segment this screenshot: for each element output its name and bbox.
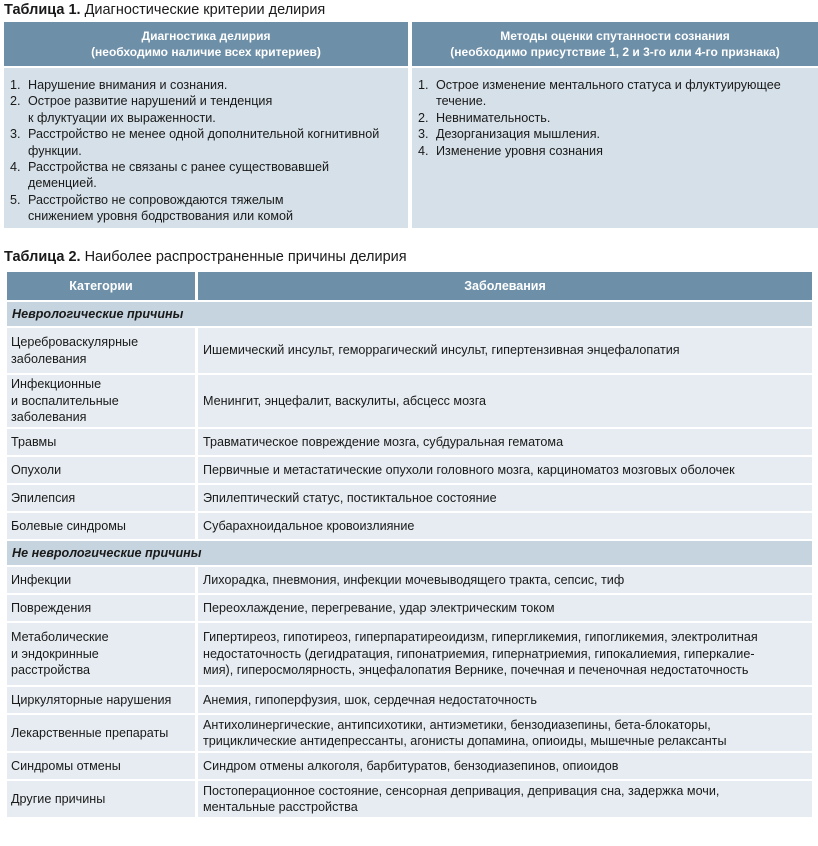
table-header-row bbox=[7, 272, 812, 300]
table1-caption bbox=[4, 1, 325, 19]
list-item-number: 5. bbox=[10, 192, 21, 207]
column-subtitle: (необходимо присутствие 1, 2 и 3-го или 4-го признака) bbox=[450, 45, 780, 59]
delirium-diagnosis-column bbox=[4, 22, 408, 228]
disease-column-header: Заболевания bbox=[198, 272, 812, 300]
disease-cell bbox=[198, 328, 812, 373]
category-text: Болевые синдромы bbox=[11, 518, 126, 533]
category-cell bbox=[7, 753, 195, 779]
table1-caption-text: Диагностические критерии делирия bbox=[84, 2, 326, 18]
list-item-number: 4. bbox=[418, 143, 429, 158]
table-row bbox=[7, 373, 812, 427]
confusion-assessment-column bbox=[412, 22, 818, 228]
category-text: Синдромы отмены bbox=[11, 758, 121, 773]
category-text: Эпилепсия bbox=[11, 490, 76, 505]
category-text: Цереброваскулярные заболевания bbox=[11, 335, 139, 366]
disease-cell bbox=[198, 513, 812, 539]
list-item bbox=[418, 110, 814, 126]
disease-text: Травматическое повреждение мозга, субдуральная гематома bbox=[203, 434, 564, 449]
disease-cell bbox=[198, 753, 812, 779]
disease-text: Субарахноидальное кровоизлияние bbox=[203, 518, 415, 533]
table-row bbox=[7, 483, 812, 511]
disease-cell bbox=[198, 781, 812, 817]
list-item-number: 4. bbox=[10, 160, 21, 175]
disease-text: Менингит, энцефалит, васкулиты, абсцесс мозга bbox=[203, 393, 487, 408]
category-cell bbox=[7, 595, 195, 621]
category-text: Травмы bbox=[11, 434, 57, 449]
category-text: Инфекции bbox=[11, 572, 72, 587]
list-item bbox=[418, 143, 814, 159]
disease-cell bbox=[198, 567, 812, 593]
category-cell bbox=[7, 375, 195, 427]
disease-text: Лихорадка, пневмония, инфекции мочевыводящего тракта, сепсис, тиф bbox=[203, 572, 625, 587]
disease-text: Гипертиреоз, гипотиреоз, гиперпаратиреоидизм, гипергликемия, гипогликемия, электролитная недостаточность (дегидратация, гипонатриемия, гипернатриемия, гипокалиемия, гиперкалие- мия), гиперосмолярность, энцефалопатия Вернике, почечная и печеночная недостаточность bbox=[203, 630, 758, 678]
list-item bbox=[10, 126, 404, 159]
category-text: Циркуляторные нарушения bbox=[11, 692, 172, 707]
category-text: Повреждения bbox=[11, 600, 92, 615]
category-cell bbox=[7, 715, 195, 751]
table-row bbox=[7, 565, 812, 593]
table2-caption-label: Таблица 2. bbox=[4, 249, 81, 265]
table-row bbox=[7, 713, 812, 751]
table-row bbox=[7, 427, 812, 455]
diagnostic-criteria-table bbox=[4, 22, 818, 228]
list-item-text: Дезорганизация мышления. bbox=[436, 127, 601, 142]
disease-text: Первичные и метастатические опухоли головного мозга, карциноматоз мозговых оболочек bbox=[203, 462, 735, 477]
confusion-assessment-body bbox=[412, 68, 818, 228]
column-subtitle: (необходимо наличие всех критериев) bbox=[91, 45, 321, 59]
list-item bbox=[10, 192, 404, 225]
list-item-text: Невнимательность. bbox=[436, 110, 551, 125]
list-item-number: 2. bbox=[10, 94, 21, 109]
table-row bbox=[7, 685, 812, 713]
confusion-assessment-header bbox=[412, 22, 818, 66]
list-item-text: Расстройства не связаны с ранее существовавшей деменцией. bbox=[28, 160, 330, 191]
column-title: Методы оценки спутанности сознания bbox=[500, 29, 730, 43]
category-cell bbox=[7, 687, 195, 713]
category-column-header: Категории bbox=[7, 272, 195, 300]
category-cell bbox=[7, 513, 195, 539]
disease-text: Переохлаждение, перегревание, удар электрическим током bbox=[203, 600, 555, 615]
category-cell bbox=[7, 485, 195, 511]
table2-caption bbox=[4, 248, 407, 266]
list-item-number: 2. bbox=[418, 110, 429, 125]
section-header: Не неврологические причины bbox=[7, 539, 812, 565]
list-item-text: Расстройство не менее одной дополнительной когнитивной функции. bbox=[28, 127, 380, 158]
table-row bbox=[7, 326, 812, 373]
table2-caption-text: Наиболее распространенные причины делирия bbox=[84, 249, 407, 265]
list-item bbox=[10, 93, 404, 126]
category-cell bbox=[7, 567, 195, 593]
disease-cell bbox=[198, 595, 812, 621]
disease-cell bbox=[198, 687, 812, 713]
list-item-number: 1. bbox=[418, 78, 429, 92]
table-row bbox=[7, 511, 812, 539]
disease-text: Анемия, гипоперфузия, шок, сердечная недостаточность bbox=[203, 692, 537, 707]
table-row bbox=[7, 455, 812, 483]
list-item-number: 3. bbox=[418, 127, 429, 142]
list-item bbox=[10, 159, 404, 192]
list-item-text: Изменение уровня сознания bbox=[436, 143, 603, 158]
category-text: Инфекционные и воспалительные заболевания bbox=[11, 377, 119, 425]
disease-text: Ишемический инсульт, геморрагический инсульт, гипертензивная энцефалопатия bbox=[203, 343, 680, 358]
category-text: Лекарственные препараты bbox=[11, 725, 169, 740]
category-cell bbox=[7, 328, 195, 373]
criteria-list bbox=[10, 77, 404, 225]
disease-text: Эпилептический статус, постиктальное состояние bbox=[203, 490, 497, 505]
list-item-text: Нарушение внимания и сознания. bbox=[28, 78, 228, 92]
delirium-diagnosis-header bbox=[4, 22, 408, 66]
table1-caption-label: Таблица 1. bbox=[4, 2, 81, 18]
category-cell bbox=[7, 429, 195, 455]
list-item-text: Расстройство не сопровождаются тяжелым снижением уровня бодрствования или комой bbox=[28, 192, 294, 224]
category-cell bbox=[7, 781, 195, 817]
disease-text: Антихолинергические, антипсихотики, антиэметики, бензодиазепины, бета-блокаторы, трициклические антидепрессанты, агонисты допамина, опиоиды, мышечные релаксанты bbox=[203, 717, 727, 748]
list-item-text: Острое изменение ментального статуса и флуктуирующее течение. bbox=[436, 78, 781, 109]
disease-cell bbox=[198, 485, 812, 511]
category-cell bbox=[7, 623, 195, 685]
disease-text: Постоперационное состояние, сенсорная депривация, депривация сна, задержка мочи, ментальные расстройства bbox=[203, 783, 720, 814]
disease-cell bbox=[198, 375, 812, 427]
delirium-diagnosis-body bbox=[4, 68, 408, 228]
disease-text: Синдром отмены алкоголя, барбитуратов, бензодиазепинов, опиоидов bbox=[203, 758, 619, 773]
category-text: Опухоли bbox=[11, 462, 62, 477]
table-body bbox=[7, 300, 812, 817]
category-cell bbox=[7, 457, 195, 483]
delirium-causes-table bbox=[7, 272, 812, 817]
list-item-text: Острое развитие нарушений и тенденция к флуктуации их выраженности. bbox=[28, 94, 273, 125]
section-header: Неврологические причины bbox=[7, 300, 812, 326]
category-text: Метаболические и эндокринные расстройства bbox=[11, 630, 109, 678]
table-row bbox=[7, 779, 812, 817]
disease-cell bbox=[198, 429, 812, 455]
disease-cell bbox=[198, 715, 812, 751]
category-text: Другие причины bbox=[11, 791, 106, 806]
column-title: Диагностика делирия bbox=[141, 29, 271, 43]
list-item bbox=[418, 126, 814, 142]
list-item bbox=[418, 77, 814, 110]
criteria-list bbox=[418, 77, 814, 159]
list-item-number: 1. bbox=[10, 78, 21, 92]
list-item bbox=[10, 77, 404, 93]
table-row bbox=[7, 593, 812, 621]
disease-cell bbox=[198, 457, 812, 483]
list-item-number: 3. bbox=[10, 127, 21, 142]
table-row bbox=[7, 751, 812, 779]
table-row bbox=[7, 621, 812, 685]
disease-cell bbox=[198, 623, 812, 685]
